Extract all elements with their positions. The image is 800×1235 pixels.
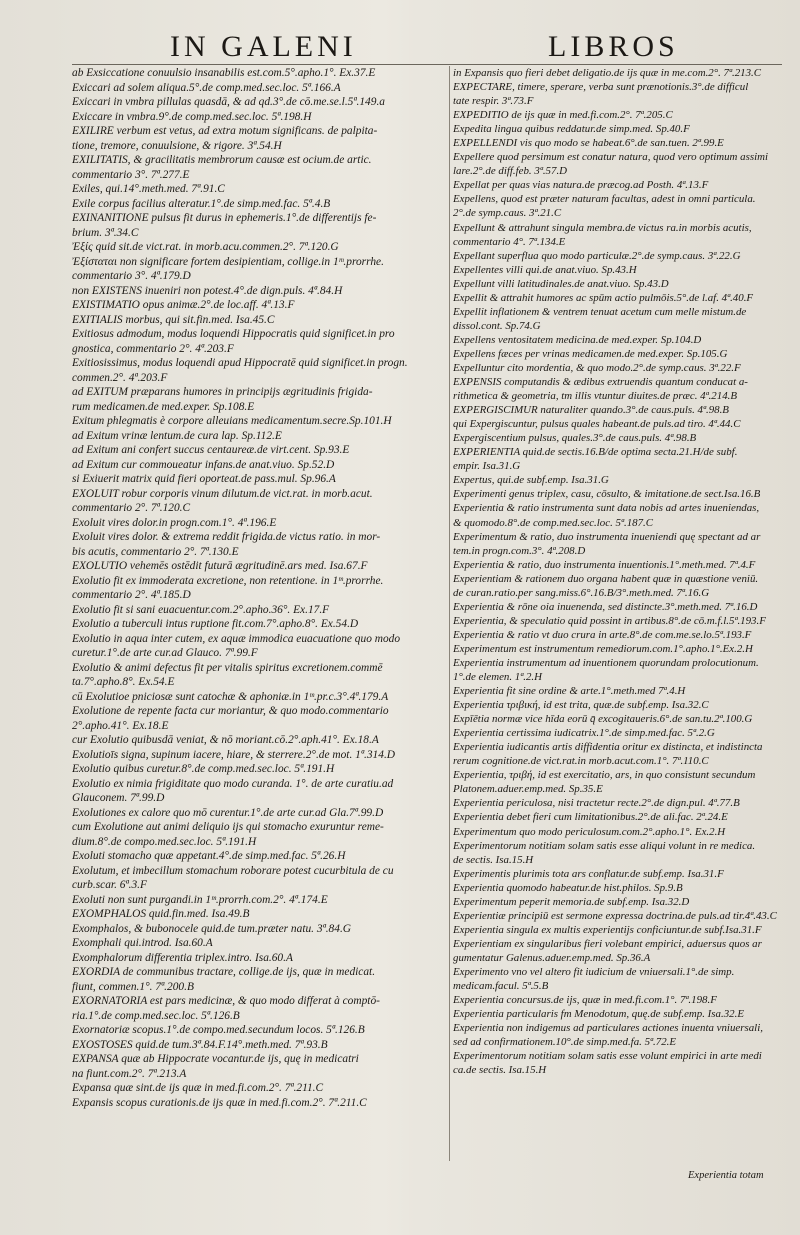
index-entry-line: Experientia periculosa, nisi tractetur recte.2°.de dign.pul. 4ª.77.B (453, 797, 740, 810)
index-entry-line: Experientia instrumentum ad inuentionem quorundam prolocutionum. (453, 656, 759, 669)
index-entry-line: Exiccari in vmbra pillulas quasdā, & ad qd.3°.de cō.me.se.l.5ª.149.a (72, 96, 385, 108)
index-entry-line: Experientiam ex singularibus fieri volebant empirici, aduersus quos ar (453, 937, 762, 950)
index-entry-line: Experientia concursus.de ijs, quæ in med.fi.com.1°. 7ª.198.F (453, 994, 717, 1007)
index-entry-line: Exoluti stomacho quæ appetant.4°.de simp.med.fac. 5ª.26.H (72, 850, 346, 862)
index-entry-line: ria.1°.de comp.med.sec.loc. 5ª.126.B (72, 1009, 240, 1022)
index-entry-line: Experimentum & ratio, duo instrumenta inueniendi quę spectant ad ar (453, 530, 761, 543)
index-entry-line: rum medicamen.de med.exper. Sp.108.E (72, 400, 255, 413)
index-entry-line: Expellere quod persimum est conatur natura, quod vero optimum assimi (453, 151, 768, 164)
index-entry-line: EXOLUTIO vehemēs ostēdit futurā ægritudinē.ars med. Isa.67.F (72, 560, 368, 572)
index-entry-line: EXPERIENTIA quid.de sectis.16.B/de optima secta.21.H/de subf. (453, 446, 738, 459)
index-entry-line: Expellentes villi qui.de anat.viuo. Sp.43.H (453, 263, 637, 276)
index-entry-line: EXPECTARE, timere, sperare, verba sunt prænotionis.3°.de difficul (453, 81, 749, 94)
index-entry-line: brium. 3ª.34.C (72, 226, 139, 239)
index-entry-line: 2°.apho.41°. Ex.18.E (72, 719, 169, 732)
index-entry-line: Exomphalorum differentia triplex.intro. Isa.60.A (72, 951, 293, 964)
index-entry-line: si Exiuerit matrix quid fieri oporteat.de pass.mul. Sp.96.A (72, 473, 336, 485)
column-divider (449, 66, 450, 1161)
index-entry-line: & quomodo.8°.de comp.med.sec.loc. 5ª.187.C (453, 516, 654, 529)
index-entry-line: Exolutiones ex calore quo mō curentur.1°.de arte cur.ad Gla.7ª.99.D (72, 806, 384, 819)
index-entry-line: Exitiosus admodum, modus loquendi Hippocratis quid significet.in pro (72, 328, 395, 340)
index-entry-line: Expertus, qui.de subf.emp. Isa.31.G (453, 474, 609, 487)
index-entry-line: Expīētia normæ vice hīda eorū q̄ excogitaueris.6°.de san.tu.2ª.100.G (453, 713, 753, 726)
index-entry-line: Glauconem. 7ª.99.D (72, 792, 165, 804)
index-entry-line: EXOMPHALOS quid.fin.med. Isa.49.B (72, 908, 250, 920)
index-entry-line: EXITIALIS morbus, qui sit.fin.med. Isa.45.C (72, 313, 275, 326)
index-entry-line: Expellunt & attrahunt singula membra.de victus ra.in morbis acutis, (453, 221, 752, 234)
catchword: Experientia totam (688, 1170, 764, 1181)
index-entry-line: dium.8°.de compo.med.sec.loc. 5ª.191.H (72, 835, 257, 848)
index-entry-line: Experientia singula ex multis experientijs conficiuntur.de subf.Isa.31.F (453, 923, 762, 936)
index-entry-line: Expedita lingua quibus reddatur.de simp.med. Sp.40.F (453, 123, 690, 136)
index-entry-line: Exolutum, et imbecillum stomachum roborare potest cucurbitula de cu (72, 864, 394, 877)
index-entry-line: Exolutione de repente facta cur moriantur, & quo modo.commentario (72, 705, 389, 717)
index-entry-line: EXPANSA quæ ab Hippocrate vocantur.de ijs, quę in medicatri (72, 1053, 359, 1065)
index-entry-line: Exolutio ex nimia frigiditate quo modo curanda. 1°. de arte curatiu.ad (72, 777, 394, 790)
index-entry-line: commen.2°. 4ª.203.F (72, 371, 168, 384)
running-header (0, 30, 800, 64)
index-entry-line: Experientia & ratio, duo instrumenta inuentionis.1°.meth.med. 7ª.4.F (453, 558, 756, 571)
index-entry-line: cur Exolutio quibusdā veniat, & nō moriant.cō.2°.aph.41°. Ex.18.A (72, 734, 379, 746)
index-entry-line: Experientia non indigemus ad particulares actiones inuenta vniuersali, (453, 1022, 763, 1035)
index-entry-line: EXISTIMATIO opus animæ.2°.de loc.aff. 4ª.13.F (72, 299, 295, 311)
index-entry-line: EXILIRE verbum est vetus, ad extra motum significans. de palpita- (72, 125, 378, 137)
index-entry-line: ab Exsiccatione conuulsio insanabilis est.com.5°.apho.1°. Ex.37.E (72, 67, 376, 79)
index-entry-line: Expansis scopus curationis.de ijs quæ in med.fi.com.2°. 7ª.211.C (72, 1096, 367, 1109)
index-entry-line: in Expansis quo fieri debet deligatio.de ijs quæ in me.com.2°. 7ª.213.C (453, 67, 762, 79)
index-entry-line: Platonem.aduer.emp.med. Sp.35.E (453, 783, 603, 796)
index-entry-line: na fiunt.com.2°. 7ª.213.A (72, 1067, 187, 1080)
index-entry-line: Exolutio a tuberculi intus ruptione fit.com.7°.apho.8°. Ex.54.D (72, 618, 359, 630)
index-entry-line: Experimento vno vel altero fit iudicium de vniuersali.1°.de simp. (453, 966, 735, 978)
index-entry-line: Exomphali qui.introd. Isa.60.A (72, 937, 213, 949)
index-entry-line: fiunt, commen.1°. 7ª.200.B (72, 980, 194, 993)
index-entry-line: Experimentorum notitiam solam satis esse aliqui volunt in re medica. (453, 839, 756, 852)
index-entry-line: Exiles, qui.14°.meth.med. 7ª.91.C (72, 183, 225, 195)
index-entry-line: ta.7°.apho.8°. Ex.54.E (72, 676, 175, 688)
index-entry-line: rerum cognitione.de vict.rat.in morb.acut.com.1°. 7ª.110.C (453, 755, 709, 768)
index-entry-line: Expellens ventositatem medicina.de med.exper. Sp.104.D (453, 333, 702, 346)
index-entry-line: Expansa quæ sint.de ijs quæ in med.fi.com.2°. 7ª.211.C (72, 1082, 324, 1094)
index-entry-line: Experientiam & rationem duo organa habent quæ in quæstione veniū. (453, 572, 759, 585)
index-entry-line: Exitum phlegmatis è corpore alleuians medicamentum.secre.Sp.101.H (72, 415, 392, 427)
index-entry-line: Experimentum quo modo periculosum.com.2°.apho.1°. Ex.2.H (453, 825, 726, 838)
index-entry-line: curetur.1°.de arte cur.ad Glauco. 7ª.99.F (72, 647, 258, 659)
index-entry-line: cū Exolutioe pniciosæ sunt catochæ & aphoniæ.in 1ᵐ.pr.c.3°.4ª.179.A (72, 690, 389, 703)
index-entry-line: Exiccari ad solem aliqua.5°.de comp.med.sec.loc. 5ª.166.A (72, 81, 341, 94)
index-entry-line: Expellit inflationem & ventrem tenuat acetum cum melle mistum.de (453, 305, 747, 318)
index-entry-line: Experimenti genus triplex, casu, cōsulto, & imitatione.de sect.Isa.16.B (453, 488, 761, 501)
index-entry-line: Expellens, quod est præter naturam facultas, adest in omni particula. (453, 193, 756, 206)
index-entry-line: ad Exitum ani confert succus centaureæ.de virt.cent. Sp.93.E (72, 444, 350, 456)
index-entry-line: EXORDIA de communibus tractare, collige.de ijs, quæ in medicat. (72, 966, 376, 978)
index-entry-line: commentario 3°. 4ª.179.D (72, 270, 191, 282)
index-entry-line: EXOLUIT robur corporis vinum dilutum.de vict.rat. in morb.acut. (72, 487, 373, 500)
index-entry-line: Experientia, τριβή, id est exercitatio, ars, in quo consistunt secundum (453, 769, 756, 782)
index-entry-line: tione, tremore, conuulsione, & rigore. 3ª.54.H (72, 139, 282, 152)
index-entry-line: EXPERGISCIMUR naturaliter quando.3°.de caus.puls. 4ª.98.B (453, 404, 729, 417)
index-entry-line: Exoluti non sunt purgandi.in 1ᵐ.prorrh.com.2°. 4ª.174.E (72, 893, 328, 906)
index-entry-line: Exomphalos, & bubonocele quid.de tum.præter natu. 3ª.84.G (72, 922, 352, 935)
index-entry-line: Experientia debet fieri cum limitationibus.2°.de ali.fac. 2ª.24.E (453, 811, 728, 824)
index-entry-line: dissol.cont. Sp.74.G (453, 319, 541, 332)
index-entry-line: Experimentis plurimis tota ars conflatur.de subf.emp. Isa.31.F (453, 867, 724, 880)
index-entry-line: EXPEDITIO de ijs quæ in med.fi.com.2°. 7ª.205.C (453, 109, 673, 122)
index-entry-line: Exiccare in vmbra.9°.de comp.med.sec.loc. 5ª.198.H (72, 110, 312, 123)
index-entry-line: Experientia τριβική, id est trita, quæ.de subf.emp. Isa.32.C (453, 699, 709, 712)
index-entry-line: Experimentum peperit memoria.de subf.emp. Isa.32.D (453, 895, 690, 908)
index-entry-line: EXILITATIS, & gracilitatis membrorum causæ est ocium.de artic. (72, 154, 372, 166)
index-entry-line: non EXISTENS inueniri non potest.4°.de dign.puls. 4ª.84.H (72, 284, 343, 297)
index-entry-line: EXOSTOSES quid.de tum.3ª.84.F.14°.meth.med. 7ª.93.B (72, 1038, 328, 1051)
index-entry-line: Experientia & ratio instrumenta sunt data nobis ad artes inueniendas, (453, 502, 760, 515)
index-entry-line: ad Exitum cur commoueatur infans.de anat.viuo. Sp.52.D (72, 458, 335, 471)
index-entry-line: 2°.de symp.caus. 3ª.21.C (453, 207, 562, 220)
index-entry-line: Exoluit vires dolor. & extrema reddit frigida.de victus ratio. in mor- (72, 531, 381, 543)
index-entry-line: Exornatoriæ scopus.1°.de compo.med.secundum locos. 5ª.126.B (72, 1024, 365, 1036)
index-entry-line: EXPENSIS computandis & ædibus extruendis quantum conducat a- (453, 376, 748, 389)
index-entry-line: EXPELLENDI vis quo modo se habeat.6°.de san.tuen. 2ª.99.E (453, 137, 724, 150)
index-entry-line: Experientia & ratio vt duo crura in arte.8°.de com.me.se.lo.5ª.193.F (453, 628, 752, 641)
index-entry-line: Experientia iudicantis artis diffidentia oritur ex distincta, et indistincta (453, 741, 763, 754)
index-entry-line: Expellit & attrahit humores ac spūm actio pulmōis.5°.de l.af. 4ª.40.F (453, 291, 754, 304)
index-entry-line: tem.in progn.com.3°. 4ª.208.D (453, 544, 586, 557)
index-entry-line: ca.de sectis. Isa.15.H (453, 1064, 547, 1077)
index-entry-line: EXORNATORIA est pars medicinæ, & quo modo differat à comptō- (72, 995, 380, 1007)
index-entry-line: medicam.facul. 5ª.5.B (453, 980, 549, 993)
index-entry-line: Expellant superflua quo modo particulæ.2°.de symp.caus. 3ª.22.G (453, 249, 741, 262)
header-right-title: LIBROS (548, 30, 679, 63)
index-entry-line: rithmetica & geometria, tm illis vtuntur diuites.de præc. 4ª.214.B (453, 390, 738, 403)
index-entry-line: de curan.ratio.per sang.miss.6°.16.B/3°.meth.med. 7ª.16.G (453, 586, 710, 599)
index-entry-line: EXINANITIONE pulsus fit durus in ephemeris.1°.de differentijs fe- (72, 212, 377, 224)
index-entry-line: Experientia & rōne oia inuenenda, sed distincte.3°.meth.med. 7ª.16.D (453, 600, 758, 613)
index-entry-line: bis acutis, commentario 2°. 7ª.130.E (72, 545, 239, 558)
header-rule (72, 64, 782, 65)
index-entry-line: Experientia, & speculatio quid possint in artibus.8°.de cō.m.f.l.5ª.193.F (453, 614, 766, 627)
index-entry-line: de sectis. Isa.15.H (453, 853, 534, 866)
right-index-column (453, 66, 781, 1162)
index-entry-line: Experientia quomodo habeatur.de hist.philos. Sp.9.B (453, 881, 683, 894)
index-entry-line: Exoluit vires dolor.in progn.com.1°. 4ª.196.E (72, 516, 277, 529)
index-entry-line: Experientiæ principiū est sermone expressa doctrina.de puls.ad tir.4ª.43.C (453, 909, 777, 922)
index-entry-line: tate respir. 3ª.73.F (453, 95, 534, 108)
index-entry-line: Exolutio fit ex immoderata excretione, non retentione. in 1ᵐ.prorrhe. (72, 574, 384, 587)
index-entry-line: commentario 2°. 7ª.120.C (72, 502, 191, 514)
index-entry-line: Ἐξίσταται non significare fortem desipientiam, collige.in 1ᵐ.prorrhe. (72, 255, 384, 268)
index-entry-line: commentario 2°. 4ª.185.D (72, 589, 191, 601)
index-entry-line: Expellunt villi latitudinales.de anat.viuo. Sp.43.D (453, 277, 669, 290)
index-entry-line: gnostica, commentario 2°. 4ª.203.F (72, 342, 234, 355)
index-entry-line: Experientia particularis fm Menodotum, quę.de subf.emp. Isa.32.E (453, 1008, 744, 1021)
index-entry-line: sed ad confirmationem.10°.de simp.med.fa. 5ª.72.E (453, 1036, 677, 1049)
left-index-column (72, 66, 442, 1162)
index-entry-line: empir. Isa.31.G (453, 460, 521, 473)
index-entry-line: Exolutio quibus curetur.8°.de comp.med.sec.loc. 5ª.191.H (72, 763, 335, 775)
index-entry-line: 1°.de elemen. 1ª.2.H (453, 671, 543, 684)
index-entry-line: Exolutioīs signa, supinum iacere, hiare, & sterrere.2°.de mot. 1ª.314.D (72, 748, 396, 761)
index-entry-line: Exitiosissimus, modus loquendi apud Hippocratē quid significet.in progn. (72, 357, 408, 369)
index-entry-line: Expelluntur cito mordentia, & quo modo.2°.de symp.caus. 3ª.22.F (453, 361, 741, 374)
index-entry-line: commentario 4°. 7ª.134.E (453, 235, 566, 248)
index-entry-line: Experientia fit sine ordine & arte.1°.meth.med 7ª.4.H (453, 685, 686, 698)
index-entry-line: Expergiscentium pulsus, quales.3°.de caus.puls. 4ª.98.B (453, 432, 697, 445)
index-entry-line: Exile corpus facilius alteratur.1°.de simp.med.fac. 5ª.4.B (72, 197, 331, 210)
header-left-title: IN GALENI (170, 30, 357, 63)
index-entry-line: Experimentorum notitiam solam satis esse volunt empirici in arte medi (453, 1050, 762, 1063)
index-entry-line: curb.scar. 6ª.3.F (72, 879, 147, 891)
index-entry-line: Experimentum est instrumentum remediorum.com.1°.apho.1°.Ex.2.H (453, 642, 753, 655)
index-entry-line: gumentatur Galenus.aduer.emp.med. Sp.36.A (453, 951, 651, 964)
index-entry-line: cum Exolutione aut animi deliquio ijs qui stomacho exuruntur reme- (72, 821, 384, 833)
index-entry-line: Ἐξίς quid sit.de vict.rat. in morb.acu.commen.2°. 7ª.120.G (72, 241, 339, 253)
index-entry-line: Experientia certissima iudicatrix.1°.de simp.med.fac. 5ª.2.G (453, 727, 715, 740)
index-entry-line: Expellens fæces per vrinas medicamen.de med.exper. Sp.105.G (453, 347, 728, 360)
index-entry-line: Exolutio & animi defectus fit per vitalis spiritus excretionem.commē (72, 661, 383, 674)
index-entry-line: Exolutio in aqua inter cutem, ex aquæ immodica euacuatione quo modo (72, 632, 401, 645)
index-entry-line: ad Exitum vrinæ lentum.de cura lap. Sp.112.E (72, 429, 282, 442)
index-entry-line: lare.2°.de diff.feb. 3ª.57.D (453, 165, 568, 178)
index-entry-line: ad EXITUM præparans humores in principijs ægritudinis frigida- (72, 386, 373, 398)
index-entry-line: Expellat per quas vias natura.de præcog.ad Posth. 4ª.13.F (453, 179, 709, 192)
index-entry-line: qui Expergiscuntur, pulsus quales habeant.de puls.ad tiro. 4ª.44.C (453, 418, 741, 431)
index-entry-line: commentario 3°. 7ª.277.E (72, 168, 190, 181)
index-entry-line: Exolutio fit si sani euacuentur.com.2°.apho.36°. Ex.17.F (72, 603, 330, 616)
